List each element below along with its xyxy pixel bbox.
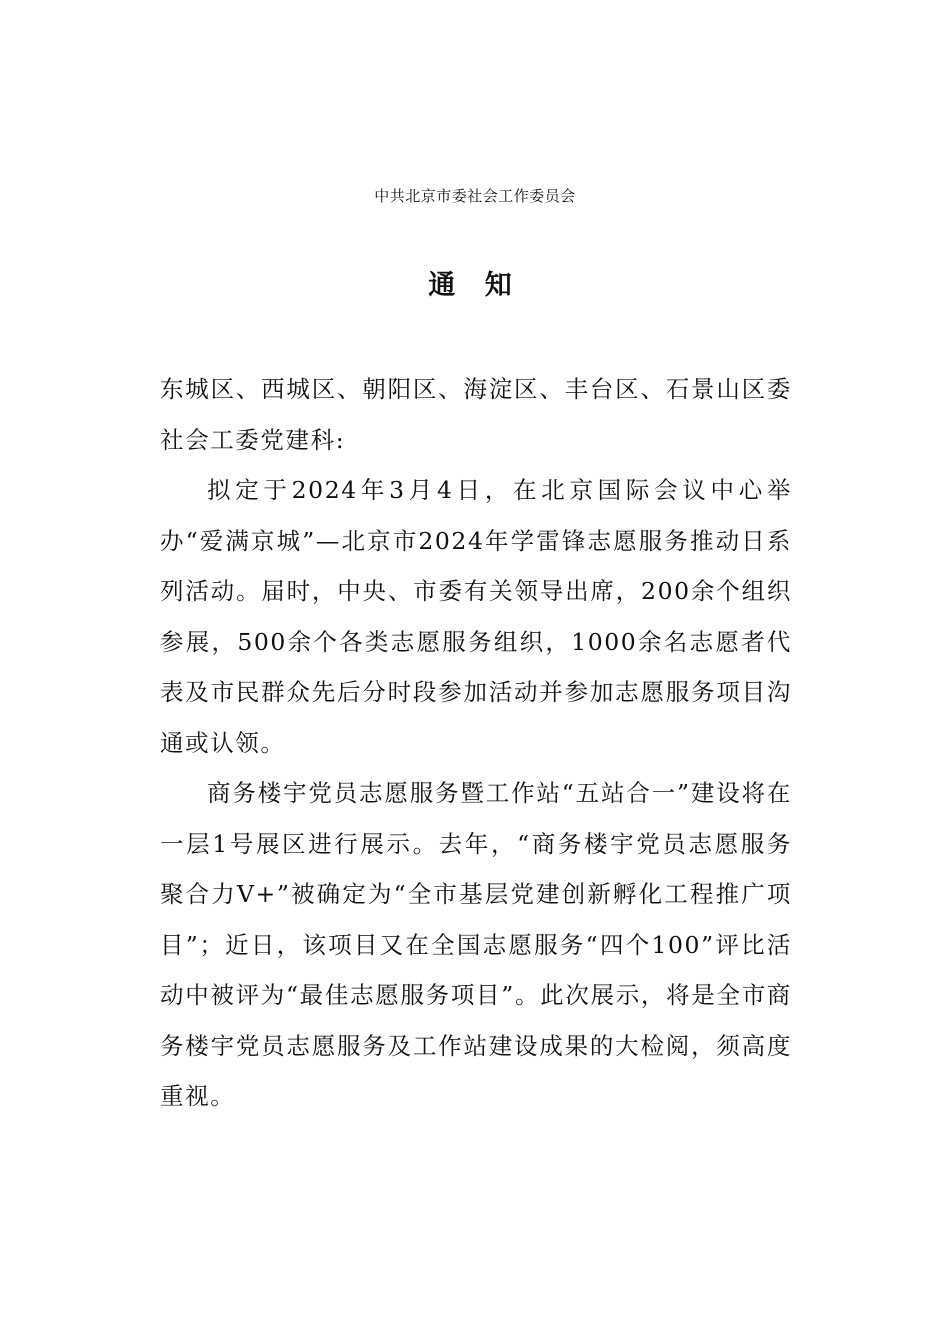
paragraph-exhibition-details: 商务楼宇党员志愿服务暨工作站“五站合一”建设将在一层1号展区进行展示。去年，“商务楼宇党员志愿服务聚合力V+”被确定为“全市基层党建创新孵化工程推广项目”；近日，该项目又在全国志愿服务“四个100”评比活动中被评为“最佳志愿服务项目”。此次展示，将是全市商务楼宇党员志愿服务及工作站建设成果的大检阅，须高度重视。	[160, 779, 792, 1110]
paragraph-event-announcement: 拟定于2024年3月4日，在北京国际会议中心举办“爱满京城”—北京市2024年学雷锋志愿服务推动日系列活动。届时，中央、市委有关领导出席，200余个组织参展，500余个各类志愿服务组织，1000余名志愿者代表及市民群众先后分时段参加活动并参加志愿服务项目沟通或认领。	[160, 476, 792, 757]
document-title: 通 知	[428, 270, 522, 301]
document-body	[160, 364, 792, 1122]
salutation: 东城区、西城区、朝阳区、海淀区、丰台区、石景山区委社会工委党建科:	[160, 375, 792, 454]
issuing-organization: 中共北京市委社会工作委员会	[374, 187, 576, 205]
